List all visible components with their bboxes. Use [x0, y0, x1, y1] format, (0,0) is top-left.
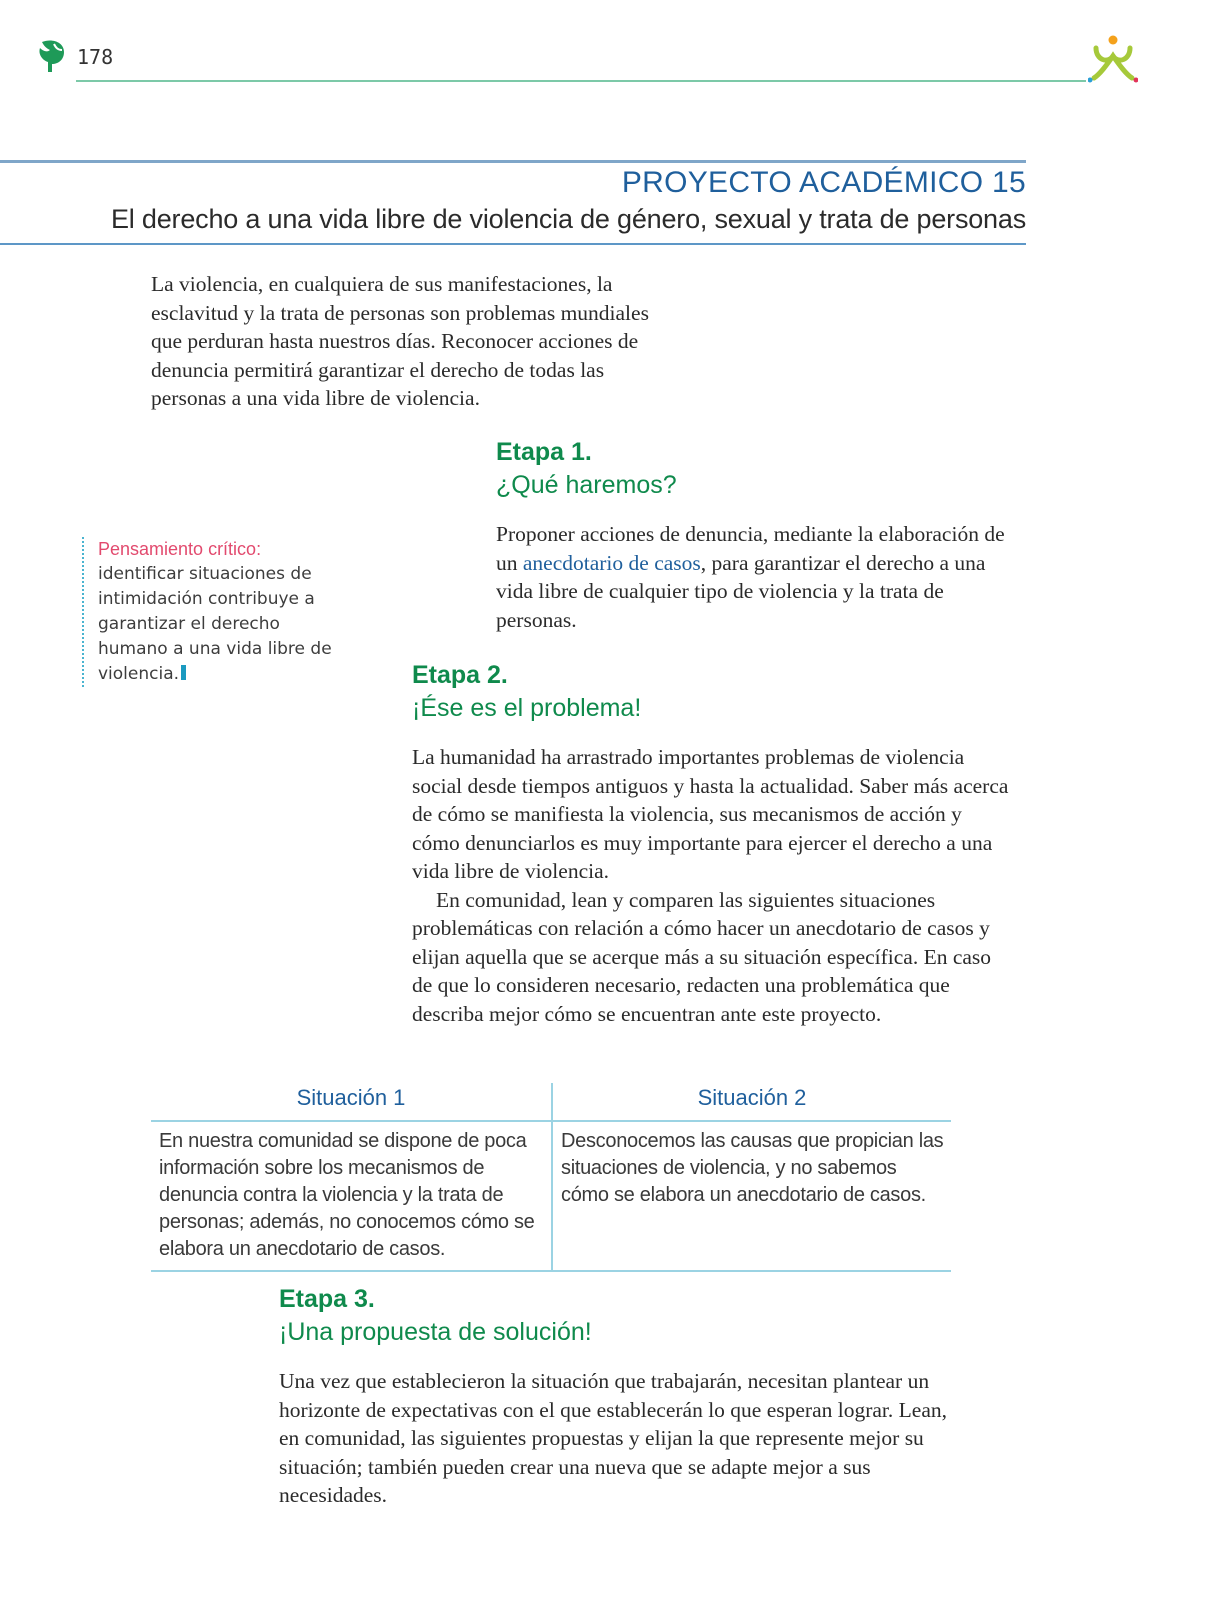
etapa-2-paragraph-2: En comunidad, lean y comparen las siguientes situaciones problemáticas con relación a cómo hacer un anecdotario de casos y elijan aquella que se acerque más a su situación específica. En caso de que lo consideren necesario, redacten una problemática que describa mejor cómo se encuentran ante este proyecto. — [412, 887, 992, 1026]
etapa-2-question: ¡Ése es el problema! — [412, 694, 642, 722]
page-number: 178 — [77, 45, 114, 69]
header-rule — [76, 80, 1086, 82]
figure-logo-icon — [1088, 34, 1138, 86]
etapa-1-text-end: , para garantizar el derecho a una vida libre de cualquier tipo de violencia y la trata de personas. — [496, 550, 986, 632]
sidebar-heading: Pensamiento crítico: — [98, 539, 262, 559]
situacion-2-header: Situación 2 — [697, 1085, 807, 1110]
sidebar-body — [98, 562, 348, 687]
table-header-rule — [151, 1120, 951, 1122]
etapa-1-text-start: Proponer acciones de denuncia, mediante la elaboración de un — [496, 522, 1005, 575]
sidebar-body-text: identificar situaciones de intimidación contribuye a garantizar el derecho humano a una vida libre de violencia. — [98, 564, 332, 684]
etapa-2-paragraph-1: La humanidad ha arrastrado importantes problemas de violencia social desde tiempos antiguos y hasta la actualidad. Saber más acerca de cómo se manifiesta la violencia, sus mecanismos de acción y cómo denunciarlos es muy importante para ejercer el derecho a una vida libre de violencia. — [412, 745, 1009, 883]
etapa-1-question: ¿Qué haremos? — [496, 471, 677, 499]
project-title: El derecho a una vida libre de violencia de género, sexual y trata de personas — [111, 204, 1026, 234]
critical-thinking-sidebar — [82, 537, 348, 687]
etapa-1-label: Etapa 1. — [496, 438, 592, 466]
situacion-2-text: Desconocemos las causas que propician las situaciones de violencia, y no sabemos cómo se elabora un anecdotario de casos. — [561, 1130, 944, 1206]
end-mark-icon — [181, 665, 186, 680]
situacion-1-header: Situación 1 — [296, 1085, 406, 1110]
project-label: PROYECTO ACADÉMICO 15 — [621, 166, 1026, 199]
etapa-2-label: Etapa 2. — [412, 661, 508, 689]
etapa-1-section — [496, 436, 1026, 634]
title-top-rule — [0, 160, 1026, 163]
anecdotario-link[interactable]: anecdotario de casos — [522, 550, 701, 575]
etapa-1-text — [496, 520, 1026, 634]
situacion-1-text: En nuestra comunidad se dispone de poca información sobre los mecanismos de denuncia contra la violencia y la trata de personas; además, no conocemos cómo se elabora un anecdotario de casos. — [159, 1130, 535, 1260]
leaf-icon — [36, 38, 68, 74]
title-bottom-rule — [0, 243, 1026, 245]
table-bottom-rule — [151, 1270, 951, 1272]
intro-paragraph: La violencia, en cualquiera de sus manifestaciones, la esclavitud y la trata de personas son problemas mundiales que perduran hasta nuestros días. Reconocer acciones de denuncia permitirá garantizar el derecho de todas las personas a una vida libre de violencia. — [151, 272, 649, 410]
etapa-3-question: ¡Una propuesta de solución! — [279, 1318, 592, 1346]
table-column-divider — [551, 1083, 553, 1272]
etapa-3-label: Etapa 3. — [279, 1285, 375, 1313]
etapa-2-section — [412, 659, 1012, 1028]
etapa-3-section — [279, 1283, 959, 1510]
etapa-3-paragraph: Una vez que establecieron la situación que trabajarán, necesitan plantear un horizonte de expectativas con el que establecerán lo que esperan lograr. Lean, en comunidad, las siguientes propuestas y elijan la que represente mejor su situación; también pueden crear una nueva que se adapte mejor a sus necesidades. — [279, 1369, 947, 1507]
